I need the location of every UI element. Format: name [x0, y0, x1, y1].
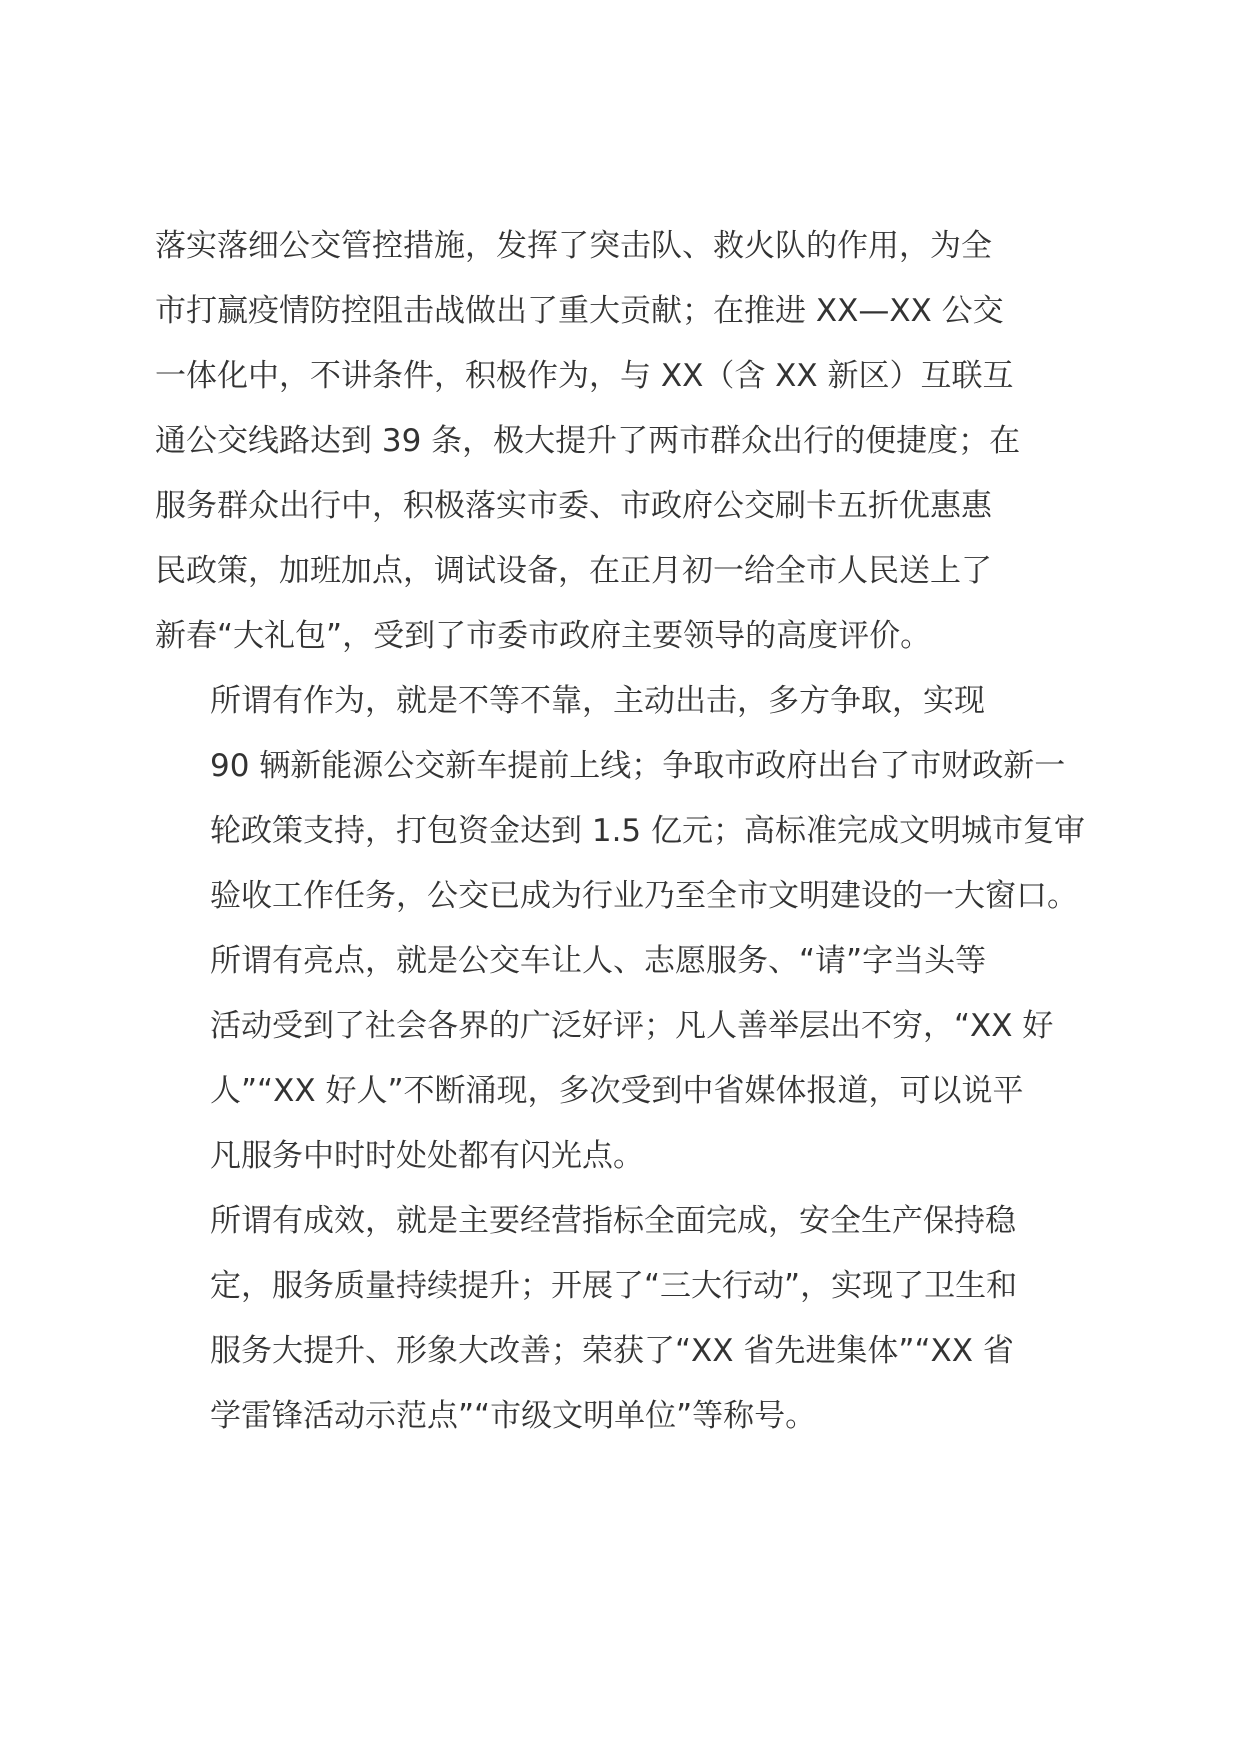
text-line: 90 辆新能源公交新车提前上线；争取市政府出台了市财政新一 [210, 748, 1066, 784]
text-line: 一体化中，不讲条件，积极作为，与 XX（含 XX 新区）互联互 [155, 358, 1014, 394]
text-line: 服务群众出行中，积极落实市委、市政府公交刷卡五折优惠惠 [155, 488, 992, 524]
text-line: 凡服务中时时处处都有闪光点。 [210, 1138, 644, 1174]
text-line: 落实落细公交管控措施，发挥了突击队、救火队的作用，为全 [155, 228, 992, 264]
text-line: 人”“XX 好人”不断涌现，多次受到中省媒体报道，可以说平 [210, 1073, 1024, 1109]
text-line: 通公交线路达到 39 条，极大提升了两市群众出行的便捷度；在 [155, 423, 1021, 459]
paragraph [155, 214, 1095, 669]
text-line: 新春“大礼包”，受到了市委市政府主要领导的高度评价。 [155, 618, 932, 654]
paragraph [155, 669, 1095, 929]
document-body [155, 214, 1095, 1449]
text-line: 活动受到了社会各界的广泛好评；凡人善举层出不穷，“XX 好 [210, 1008, 1054, 1044]
paragraph [155, 1189, 1095, 1449]
text-line: 验收工作任务，公交已成为行业乃至全市文明建设的一大窗口。 [210, 878, 1078, 914]
text-line: 所谓有亮点，就是公交车让人、志愿服务、“请”字当头等 [210, 943, 987, 979]
text-line: 学雷锋活动示范点”“市级文明单位”等称号。 [210, 1398, 817, 1434]
text-line: 所谓有作为，就是不等不靠，主动出击，多方争取，实现 [210, 683, 985, 719]
text-line: 市打赢疫情防控阻击战做出了重大贡献；在推进 XX—XX 公交 [155, 293, 1004, 329]
text-line: 轮政策支持，打包资金达到 1.5 亿元；高标准完成文明城市复审 [210, 813, 1086, 849]
text-line: 服务大提升、形象大改善；荣获了“XX 省先进集体”“XX 省 [210, 1333, 1014, 1369]
text-line: 民政策，加班加点，调试设备，在正月初一给全市人民送上了 [155, 553, 992, 589]
paragraph [155, 929, 1095, 1189]
text-line: 定，服务质量持续提升；开展了“三大行动”，实现了卫生和 [210, 1268, 1018, 1304]
text-line: 所谓有成效，就是主要经营指标全面完成，安全生产保持稳 [210, 1203, 1016, 1239]
